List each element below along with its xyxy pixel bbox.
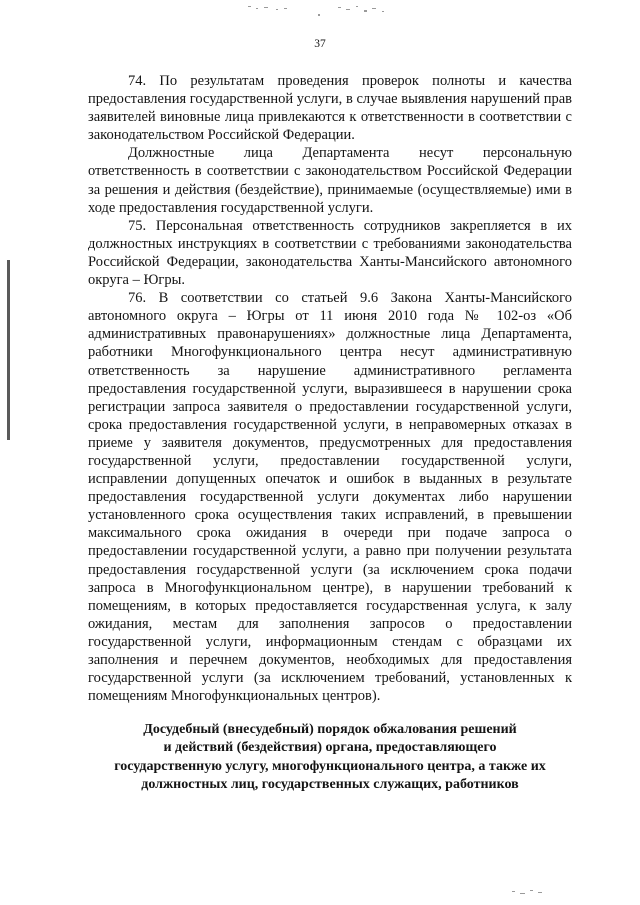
- paragraph-75: 75. Персональная ответственность сотрудников закрепляется в их должностных инструкциях в соответствии с требованиями законодательства Российской Федерации, законодательства Ханты-Мансийского автономного округа – Югры.: [88, 217, 572, 289]
- document-body: [88, 72, 572, 794]
- section-heading-line: должностных лиц, государственных служащих, работников: [141, 776, 519, 792]
- paragraph-74-responsibility: Должностные лица Департамента несут персональную ответственность в соответствии с законодательством Российской Федерации за решения и действия (бездействие), принимаемые (осуществляемые) ими в ходе предоставления государственной услуги.: [88, 145, 572, 216]
- section-heading-line: Досудебный (внесудебный) порядок обжалования решений: [143, 722, 517, 738]
- section-heading-line: государственную услугу, многофункционального центра, а также их: [114, 758, 546, 774]
- paragraph-74: 74. По результатам проведения проверок полноты и качества предоставления государственной услуги, в случае выявления нарушений прав заявителей виновные лица привлекаются к ответственности в соответствии с законодательством Российской Федерации.: [88, 73, 572, 144]
- section-heading: [88, 721, 572, 794]
- page-number: 37: [314, 38, 326, 50]
- section-heading-line: и действий (бездействия) органа, предоставляющего: [163, 740, 497, 756]
- paragraph-76: 76. В соответствии со статьей 9.6 Закона Ханты-Мансийского автономного округа – Югры от 11 июня 2010 года № 102-оз «Об административных правонарушениях» должностные лица Департамента, работники Многофункционального центра несут административную ответственность за нарушение административного регламента предоставления государственной услуги, выразившееся в нарушении срока регистрации запроса заявителя о предоставлении государственной услуги, срока предоставления государственной услуги, в неправомерных отказах в приеме у заявителя документов, предусмотренных для предоставления государственной услуги, предоставлении государственной услуги, исправлении допущенных опечаток и ошибок в выданных в результате предоставления государственной услуги документах либо нарушении установленного срока осуществления таких исправлений, в превышении максимального срока ожидания в очереди при подаче запроса о предоставлении государственной услуги, а равно при получении результата предоставления государственной услуги (за исключением срока подачи запроса в Многофункциональном центре), в нарушении требований к помещениям, в которых предоставляется государственная услуга, к залу ожидания, местам для заполнения запросов о предоставлении государственной услуги, информационным стендам с образцами их заполнения и перечнем документов, необходимых для предоставления государственной услуги (за исключением требований, установленных к помещениям Многофункциональных центров).: [88, 290, 572, 705]
- scan-margin-mark: [7, 260, 10, 440]
